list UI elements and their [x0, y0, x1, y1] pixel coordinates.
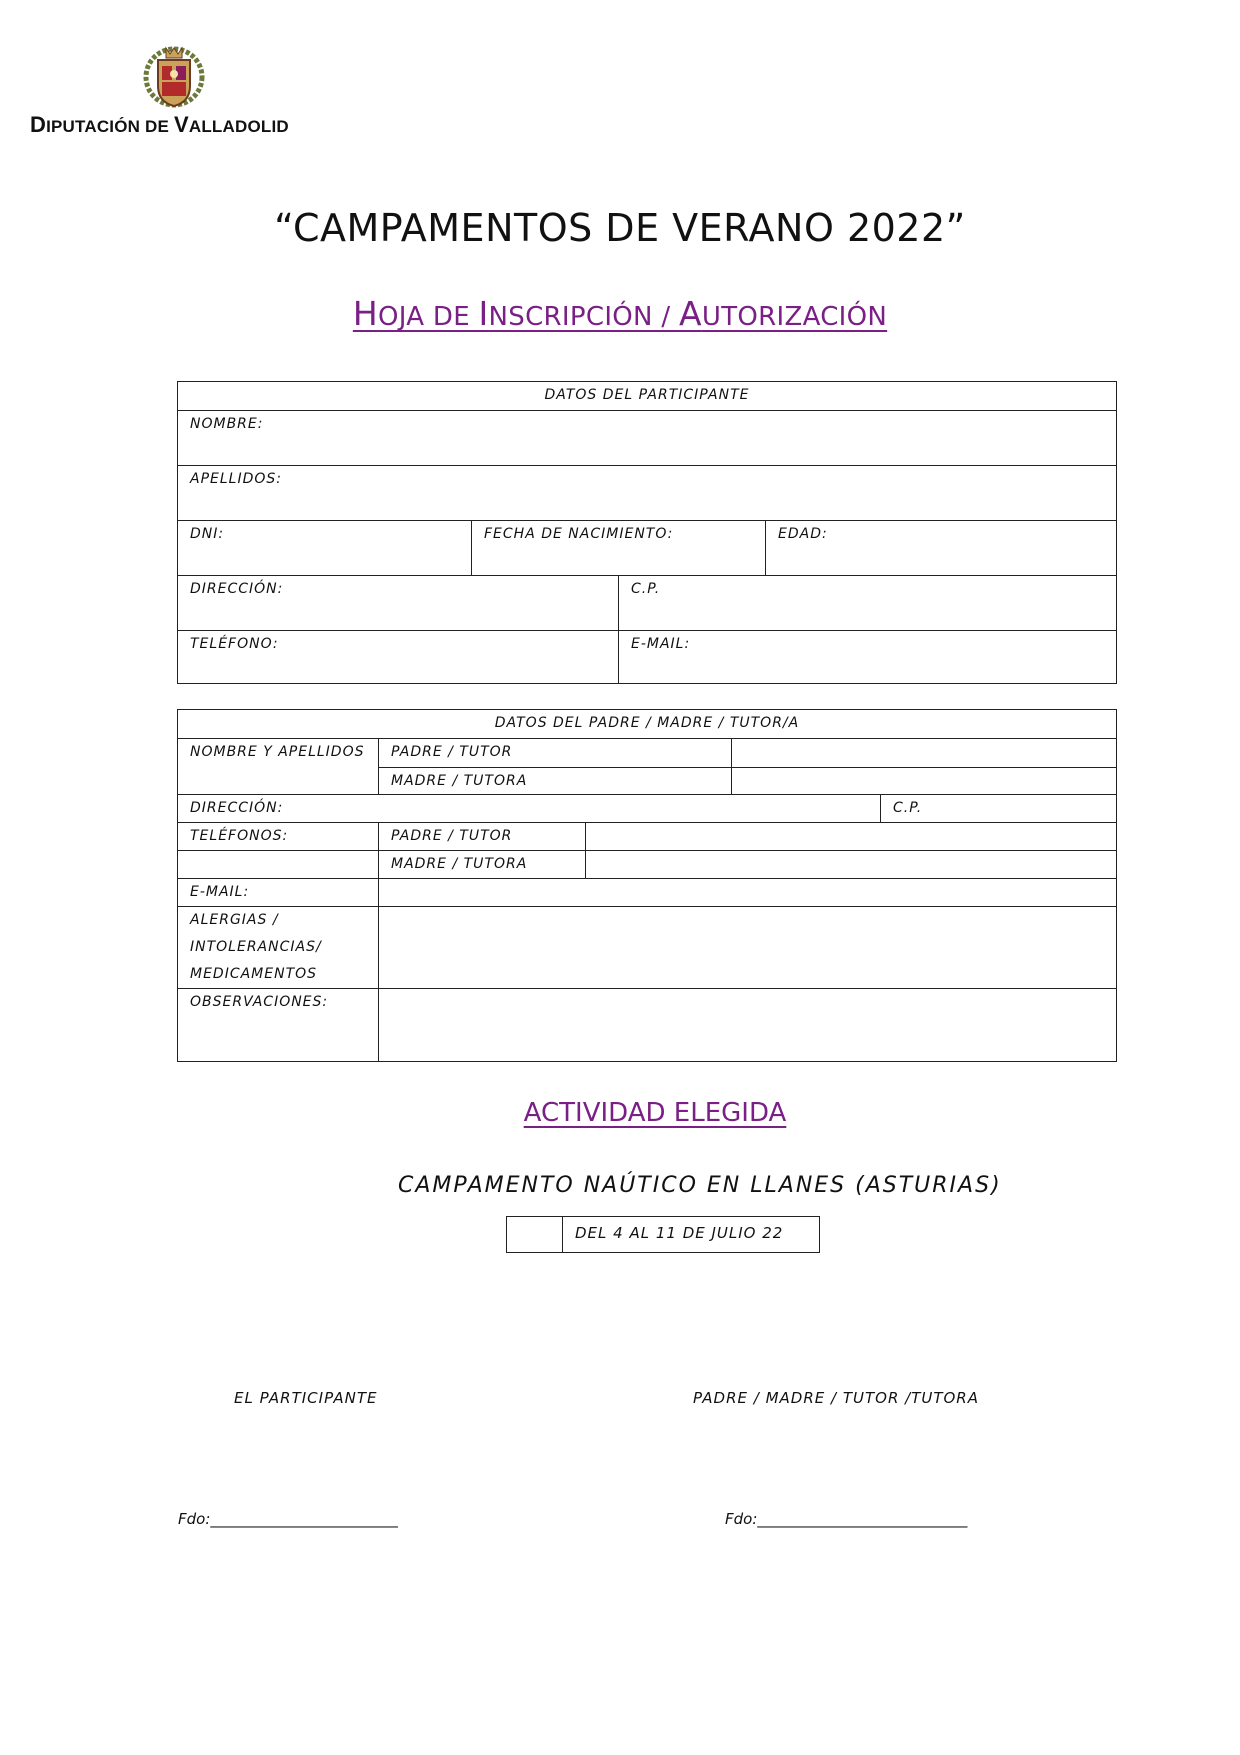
guardian-direccion-label: DIRECCIÓN:	[190, 800, 284, 816]
edad-label: EDAD:	[778, 526, 828, 542]
date-option-label: DEL 4 AL 11 DE JULIO 22	[575, 1224, 784, 1242]
alergias-field[interactable]	[378, 907, 1116, 988]
telefono-padre-label: PADRE / TUTOR	[378, 823, 585, 850]
guardian-email-field[interactable]	[378, 879, 1116, 906]
activity-name: CAMPAMENTO NAÚTICO EN LLANES (ASTURIAS)	[398, 1173, 1002, 1198]
guardian-cp-field[interactable]	[880, 795, 1116, 822]
participant-signature-line[interactable]: Fdo:_________________________	[178, 1510, 398, 1528]
madre-tutora-name-field[interactable]	[731, 768, 1116, 794]
date-option	[506, 1216, 820, 1253]
telefonos-label: TELÉFONOS:	[190, 828, 289, 844]
guardian-email-label: E-MAIL:	[190, 884, 250, 900]
fecha-nacimiento-field[interactable]	[471, 521, 765, 575]
dni-label: DNI:	[190, 526, 225, 542]
apellidos-row[interactable]	[178, 465, 1116, 520]
telefonos-blank-cell	[178, 851, 378, 878]
guardian-table-header: DATOS DEL PADRE / MADRE / TUTOR/A	[494, 715, 800, 731]
edad-field[interactable]	[765, 521, 1116, 575]
alergias-label: ALERGIAS / INTOLERANCIAS/ MEDICAMENTOS	[190, 912, 322, 982]
activity-section-title: ACTIVIDAD ELEGIDA	[523, 1098, 787, 1128]
direccion-field[interactable]	[178, 576, 618, 630]
padre-tutor-name-field[interactable]	[731, 739, 1116, 767]
form-subtitle: HOJA DE INSCRIPCIÓN / AUTORIZACIÓN	[352, 294, 888, 333]
email-field[interactable]	[618, 631, 1116, 683]
padre-tutor-label: PADRE / TUTOR	[391, 744, 513, 760]
email-label: E-MAIL:	[631, 636, 691, 652]
participant-table-header: DATOS DEL PARTICIPANTE	[544, 387, 750, 403]
dni-field[interactable]	[178, 521, 471, 575]
telefono-madre-field[interactable]	[585, 851, 1116, 878]
fecha-nacimiento-label: FECHA DE NACIMIENTO:	[484, 526, 674, 542]
date-option-checkbox[interactable]	[507, 1217, 563, 1252]
organization-logo	[30, 44, 330, 140]
telefono-label: TELÉFONO:	[190, 636, 279, 652]
guardian-signature-label: PADRE / MADRE / TUTOR /TUTORA	[693, 1389, 979, 1407]
telefono-madre-label: MADRE / TUTORA	[378, 851, 585, 878]
coat-of-arms-icon	[136, 44, 212, 114]
direccion-label: DIRECCIÓN:	[190, 581, 284, 597]
participant-data-table	[177, 381, 1117, 684]
organization-name: DIPUTACIÓN DE VALLADOLID	[30, 112, 289, 137]
cp-label: C.P.	[631, 581, 661, 597]
cp-field[interactable]	[618, 576, 1116, 630]
telefono-padre-field[interactable]	[585, 823, 1116, 850]
nombre-label: NOMBRE:	[190, 416, 264, 432]
guardian-signature-line[interactable]: Fdo:____________________________	[725, 1510, 968, 1528]
page-title: “CAMPAMENTOS DE VERANO 2022”	[274, 206, 966, 250]
nombre-row[interactable]	[178, 410, 1116, 465]
nombre-apellidos-label: NOMBRE Y APELLIDOS	[190, 744, 365, 760]
guardian-cp-label: C.P.	[893, 800, 923, 816]
participant-signature-label: EL PARTICIPANTE	[234, 1389, 378, 1407]
madre-tutora-label: MADRE / TUTORA	[391, 773, 528, 789]
apellidos-label: APELLIDOS:	[190, 471, 282, 487]
guardian-direccion-field[interactable]	[178, 795, 880, 822]
observaciones-label: OBSERVACIONES:	[190, 994, 329, 1010]
guardian-data-table	[177, 709, 1117, 1062]
telefono-field[interactable]	[178, 631, 618, 683]
observaciones-field[interactable]	[378, 989, 1116, 1061]
